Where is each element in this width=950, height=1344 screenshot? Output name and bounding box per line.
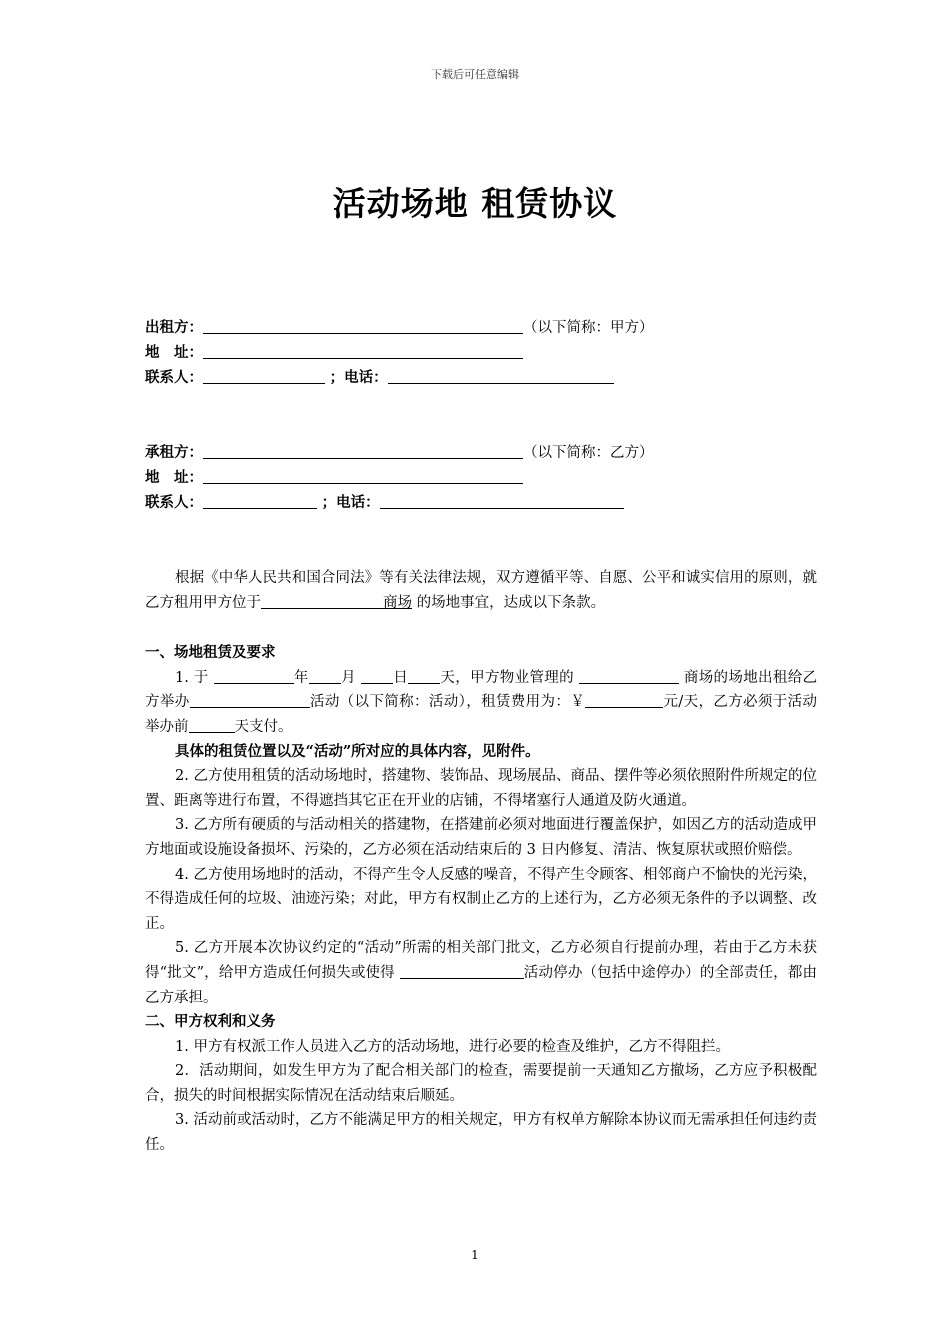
s1-clause-5: 5. 乙方开展本次协议约定的“活动”所需的相关部门批文，乙方必须自行提前办理，若由于乙方未获得“批文”，给甲方造成任何损失或使得 活动停办（包括中途停办）的全部责任，都由乙方承担。 <box>145 940 818 1006</box>
day-field[interactable] <box>361 666 393 684</box>
lessee-label: 承租方： <box>145 445 203 461</box>
lessor-contact-field[interactable] <box>203 366 325 384</box>
year-field[interactable] <box>214 666 294 684</box>
lessee-contact-label: 联系人： <box>145 495 203 511</box>
lessor-name-row <box>145 316 654 341</box>
payment-days-field[interactable] <box>189 715 235 733</box>
lessee-contact-row <box>145 491 654 516</box>
lessee-phone-label: ；电话： <box>321 495 380 511</box>
lessee-block <box>145 441 654 516</box>
days-field[interactable] <box>408 666 440 684</box>
s2-clause-3: 3. 活动前或活动时，乙方不能满足甲方的相关规定，甲方有权单方解除本协议而无需承担任何违约责任。 <box>145 1112 817 1154</box>
s1-clause-4: 4. 乙方使用场地时的活动，不得产生令人反感的噪音，不得产生令顾客、相邻商户不愉快的光污染，不得造成任何的垃圾、油迹污染；对此，甲方有权制止乙方的上述行为，乙方必须无条件的予以调整、改正。 <box>145 866 817 932</box>
lessee-name-field[interactable] <box>203 441 523 459</box>
lessee-address-field[interactable] <box>203 466 523 484</box>
lessee-address-row <box>145 466 654 491</box>
lessee-name-row <box>145 441 654 466</box>
agreement-body <box>145 566 817 1158</box>
s1-clause-2: 2. 乙方使用租赁的活动场地时，搭建物、装饰品、现场展品、商品、摆件等必须依照附件所规定的位置、距离等进行布置，不得遮挡其它正在开业的店铺，不得堵塞行人通道及防火通道。 <box>145 768 817 809</box>
document-title: 活动场地 租赁协议 <box>332 184 618 223</box>
lessee-suffix: （以下简称：乙方） <box>523 445 654 461</box>
activity-name-field[interactable] <box>190 690 310 708</box>
mall-word: 商场 <box>383 594 412 611</box>
page-header: 下载后可任意编辑 <box>431 68 519 81</box>
mall-name-field[interactable] <box>579 666 679 684</box>
lessor-name-field[interactable] <box>203 316 523 334</box>
lessor-address-row <box>145 341 654 366</box>
lessor-contact-label: 联系人： <box>145 370 203 386</box>
intro-paragraph: 根据《中华人民共和国合同法》等有关法律法规，双方遵循平等、自愿、公平和诚实信用的原则，就乙方租用甲方位于 商场 的场地事宜，达成以下条款。 <box>145 570 817 611</box>
lessee-contact-field[interactable] <box>203 491 317 509</box>
lessor-phone-label: ；电话： <box>329 370 388 386</box>
lessor-label: 出租方： <box>145 320 203 336</box>
s1-clause-3: 3. 乙方所有硬质的与活动相关的搭建物，在搭建前必须对地面进行覆盖保护，如因乙方的活动造成甲方地面或设施设备损坏、污染的，乙方必须在活动结束后的 3 日内修复、清洁、恢复原状或照价赔偿。 <box>145 817 817 858</box>
section-2-heading: 二、甲方权利和义务 <box>145 1014 276 1031</box>
month-field[interactable] <box>309 666 341 684</box>
page-number: 1 <box>471 1248 479 1262</box>
lessor-block <box>145 316 654 391</box>
fee-field[interactable] <box>585 690 663 708</box>
s2-clause-2: 2．活动期间，如发生甲方为了配合相关部门的检查，需要提前一天通知乙方撤场，乙方应予积极配合，损失的时间根据实际情况在活动结束后顺延。 <box>145 1063 817 1104</box>
lessor-phone-field[interactable] <box>388 366 614 384</box>
lessee-phone-field[interactable] <box>380 491 624 509</box>
lessor-address-label: 地 址： <box>145 345 203 361</box>
lessor-address-field[interactable] <box>203 341 523 359</box>
activity-stop-field[interactable] <box>400 961 524 979</box>
s1-clause-1: 1. 于 年 月 日 天，甲方物业管理的 商场的场地出租给乙方举办 活动（以下简称：活动），租赁费用为：￥ 元/天，乙方必须于活动举办前 天支付。 <box>145 666 817 740</box>
section-1-heading: 一、场地租赁及要求 <box>145 645 276 662</box>
mall-location-field[interactable] <box>261 591 383 609</box>
lessor-suffix: （以下简称：甲方） <box>523 320 654 336</box>
s2-clause-1: 1. 甲方有权派工作人员进入乙方的活动场地，进行必要的检查及维护，乙方不得阻拦。 <box>175 1038 730 1055</box>
lessor-contact-row <box>145 366 654 391</box>
s1-bold-note: 具体的租赁位置以及“活动”所对应的具体内容，见附件。 <box>175 742 540 760</box>
lessee-address-label: 地 址： <box>145 470 203 486</box>
